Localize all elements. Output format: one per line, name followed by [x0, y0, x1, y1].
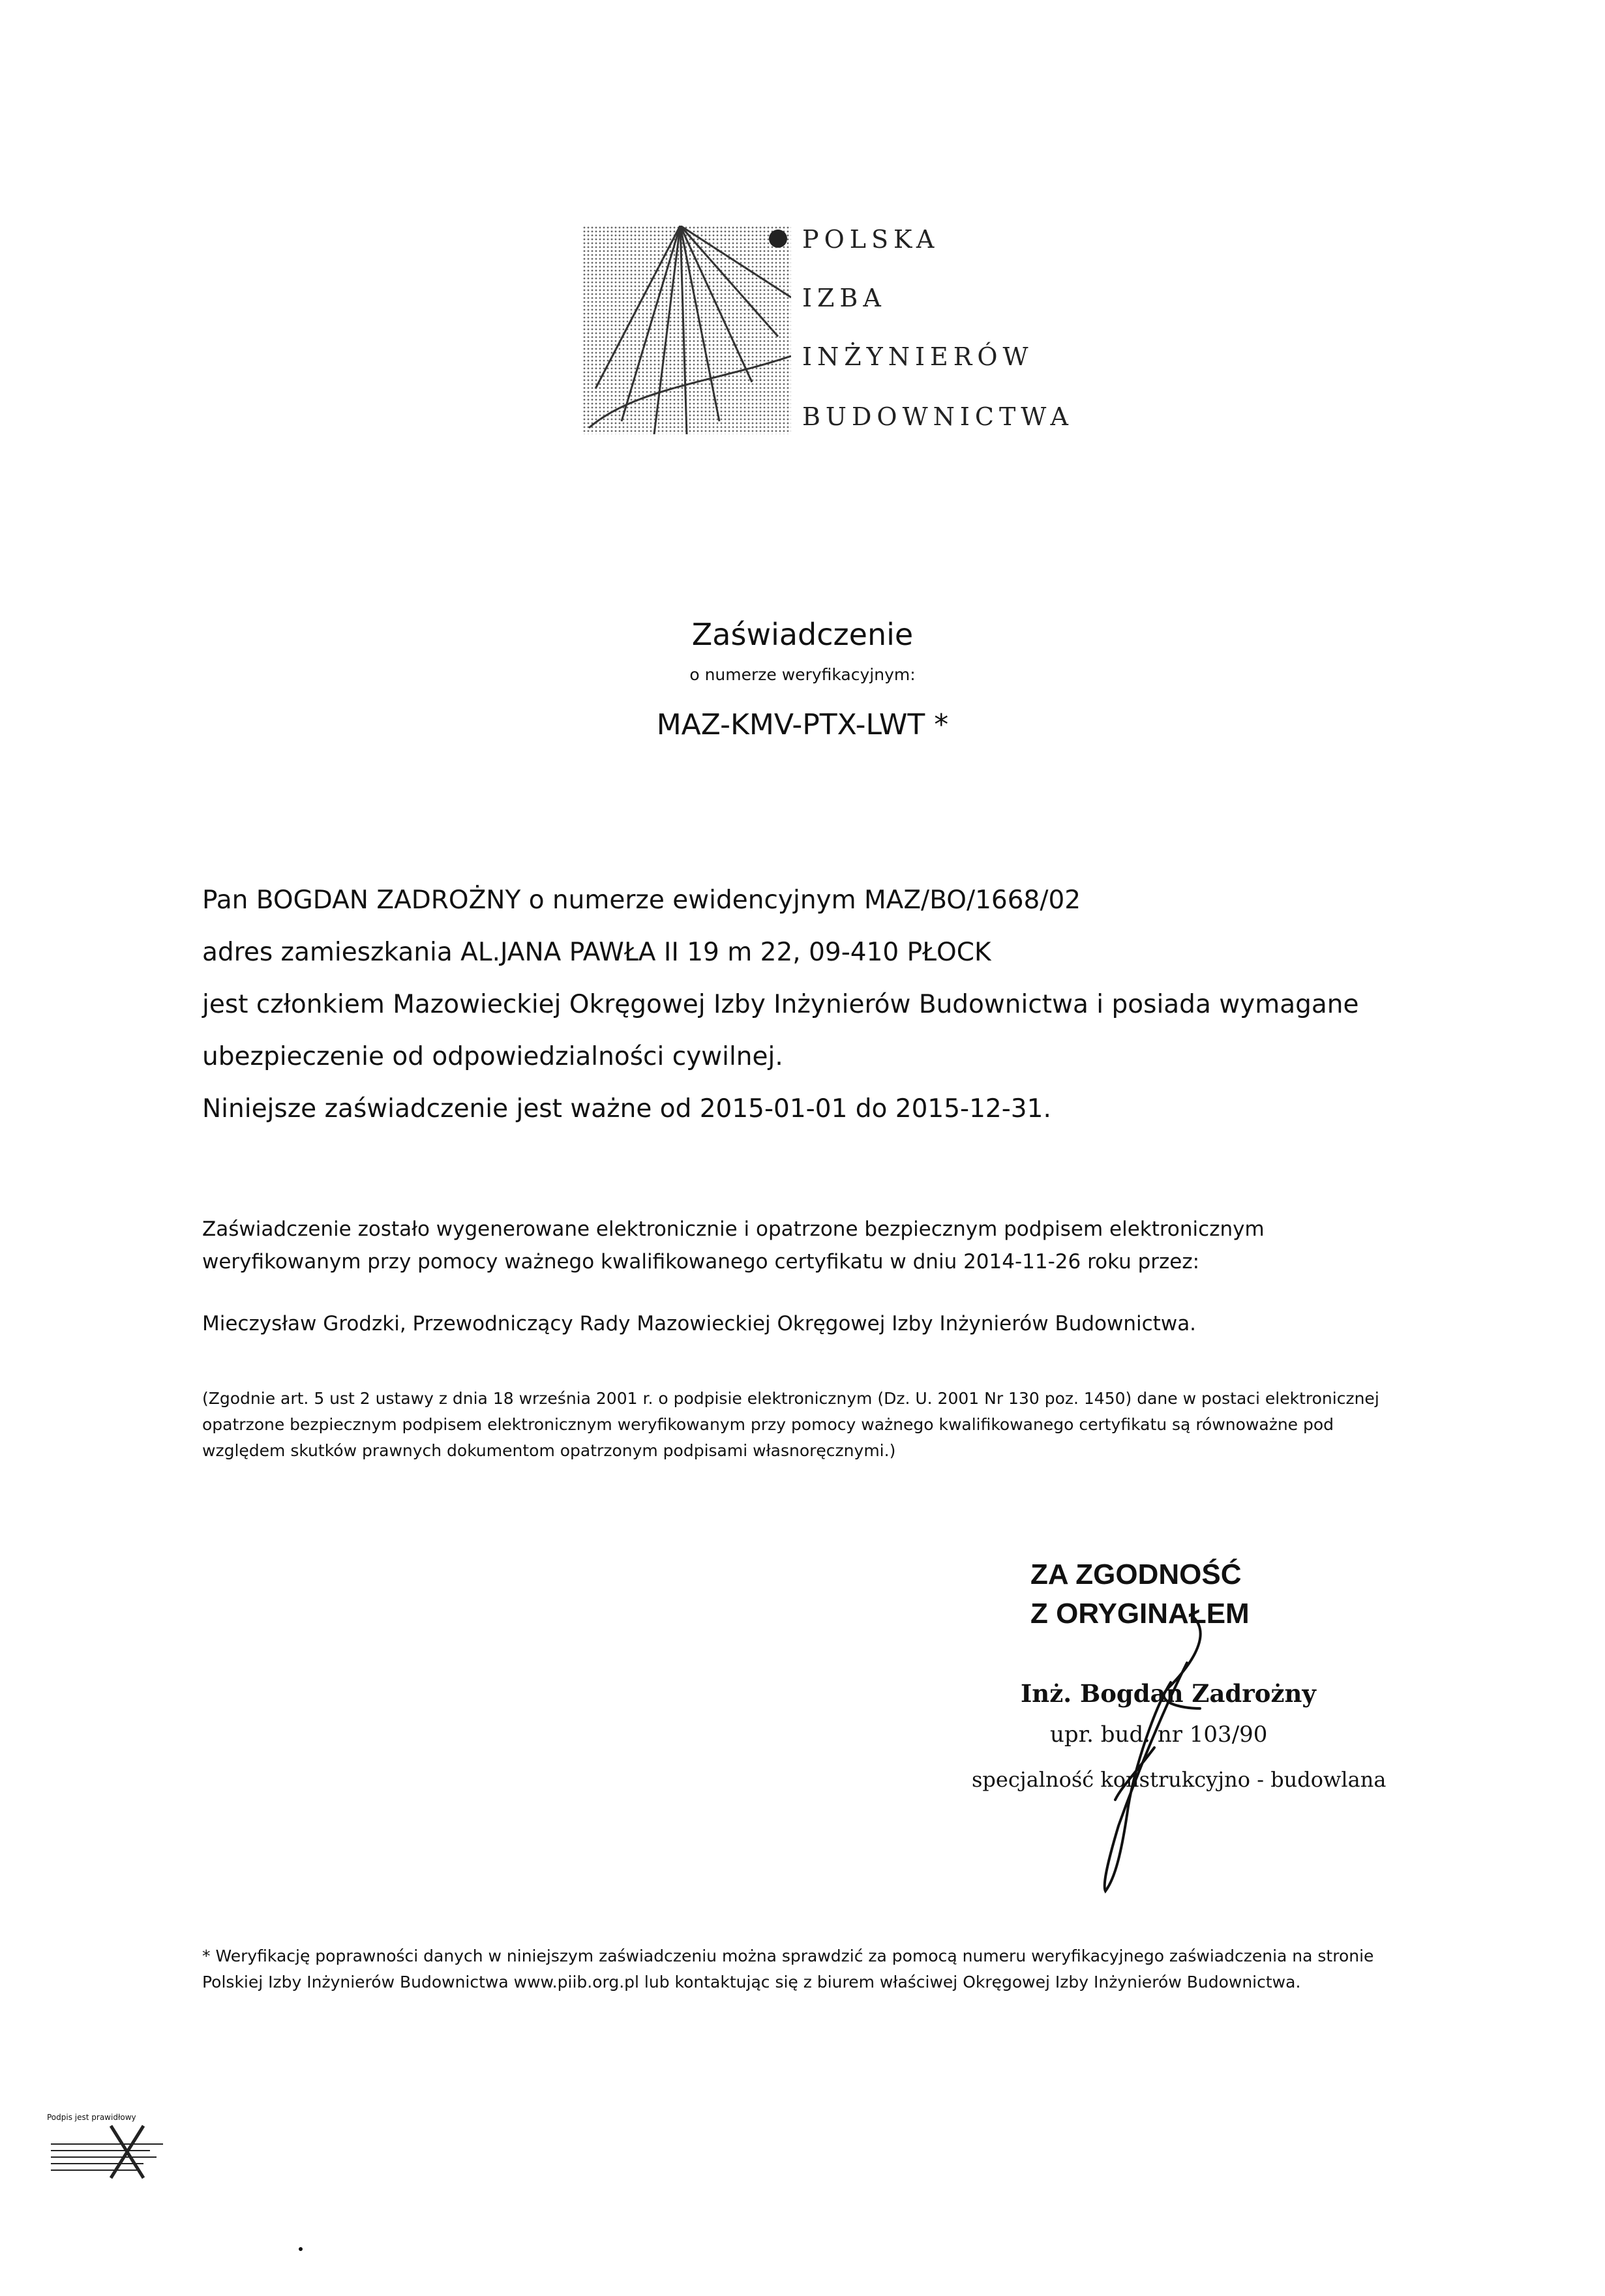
- stamp-line-1: ZA ZGODNOŚĆ: [1030, 1558, 1242, 1590]
- handwritten-signature: [1057, 1611, 1239, 1898]
- piib-logo-icon: [582, 226, 791, 434]
- logo-text-izba: IZBA: [802, 284, 886, 312]
- body-line-membership: jest członkiem Mazowieckiej Okręgowej Izby Inżynierów Budownictwa i posiada wymagane: [202, 990, 1359, 1019]
- scan-dot: [299, 2247, 303, 2251]
- body-line-validity: Niniejsze zaświadczenie jest ważne od 2015-01-01 do 2015-12-31.: [202, 1094, 1051, 1124]
- document-subtitle: o numerze weryfikacyjnym:: [689, 665, 916, 684]
- body-line-member: Pan BOGDAN ZADROŻNY o numerze ewidencyjnym MAZ/BO/1668/02: [202, 886, 1081, 915]
- stamp-license: upr. bud. nr 103/90: [1050, 1722, 1268, 1748]
- signature-valid-caption: Podpis jest prawidłowy: [47, 2113, 136, 2122]
- body-line-address: adres zamieszkania AL.JANA PAWŁA II 19 m 22, 09-410 PŁOCK: [202, 938, 991, 967]
- verification-code: MAZ-KMV-PTX-LWT *: [656, 708, 949, 741]
- generation-info: Zaświadczenie zostało wygenerowane elektronicznie i opatrzone bezpiecznym podpisem elektronicznym weryfikowanym przy pomocy ważnego kwalifikowanego certyfikatu w dniu 2014-11-26 roku przez:: [202, 1217, 1265, 1274]
- body-line-insurance: ubezpieczenie od odpowiedzialności cywilnej.: [202, 1042, 783, 1071]
- logo-text-inzynierow: INŻYNIERÓW: [802, 342, 1034, 371]
- document-title: Zaświadczenie: [691, 617, 914, 652]
- footer-note: * Weryfikację poprawności danych w niniejszym zaświadczeniu można sprawdzić za pomocą numeru weryfikacyjnego zaświadczenia na stronie Polskiej Izby Inżynierów Budownictwa www.piib.org.pl lub kontaktując się z biurem właściwej Okręgowej Izby Inżynierów Budownictwa.: [202, 1946, 1374, 1991]
- stamp-specialty: specjalność konstrukcyjno - budowlana: [972, 1767, 1387, 1792]
- logo-text-polska: POLSKA: [802, 225, 940, 254]
- signer-info: Mieczysław Grodzki, Przewodniczący Rady Mazowieckiej Okręgowej Izby Inżynierów Budownictwa.: [202, 1312, 1197, 1335]
- signature-valid-stamp-icon: [46, 2113, 170, 2198]
- legal-note: (Zgodnie art. 5 ust 2 ustawy z dnia 18 września 2001 r. o podpisie elektronicznym (Dz. U. 2001 Nr 130 poz. 1450) dane w postaci elektronicznej opatrzone bezpiecznym podpisem elektronicznym weryfikowanym przy pomocy ważnego kwalifikowanego certyfikatu są równoważne pod względem skutków prawnych dokumentom opatrzonym podpisami własnoręcznymi.): [202, 1389, 1379, 1460]
- stamp-name: Inż. Bogdan Zadrożny: [1021, 1679, 1316, 1708]
- stamp-line-2: Z ORYGINAŁEM: [1030, 1598, 1250, 1630]
- logo-text-budownictwa: BUDOWNICTWA: [802, 402, 1073, 431]
